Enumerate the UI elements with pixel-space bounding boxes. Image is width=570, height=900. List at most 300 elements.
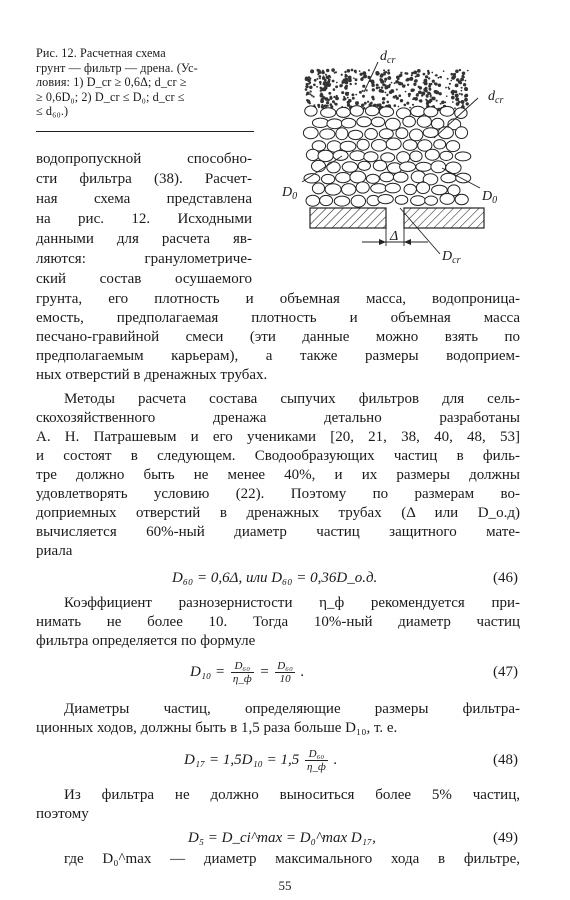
gravel-pebble bbox=[411, 106, 425, 116]
soil-particle bbox=[384, 84, 386, 86]
gravel-pebble bbox=[403, 116, 416, 127]
gravel-pebble bbox=[365, 129, 378, 140]
soil-particle bbox=[404, 85, 406, 87]
soil-particle bbox=[407, 84, 409, 86]
soil-particle bbox=[437, 77, 439, 79]
text-line: сти фильтра (38). Расчет- bbox=[36, 171, 252, 187]
gravel-pebble bbox=[351, 195, 365, 207]
soil-particle bbox=[382, 101, 385, 104]
soil-particle bbox=[400, 72, 402, 74]
text-line: водопропускной способно- bbox=[36, 151, 252, 167]
fraction-numerator: D₆₀ bbox=[277, 660, 293, 672]
soil-particle bbox=[382, 97, 386, 101]
soil-particle bbox=[428, 85, 431, 88]
soil-particle bbox=[351, 69, 354, 72]
soil-particle bbox=[323, 88, 326, 91]
text-line: тре должно быть не менее 40%, и их размеры должны bbox=[36, 467, 520, 483]
gravel-pebble bbox=[342, 162, 357, 172]
soil-particle bbox=[372, 88, 375, 91]
soil-particle bbox=[387, 69, 389, 71]
soil-particles bbox=[305, 68, 469, 111]
text-line: песчано-гравийной смеси (эти данные можно взять по bbox=[36, 329, 520, 345]
gravel-pebble bbox=[434, 140, 446, 149]
soil-particle bbox=[396, 88, 398, 90]
text-line: Диаметры частиц, определяющие размеры фильтра- bbox=[64, 701, 520, 717]
soil-particle bbox=[446, 95, 448, 97]
soil-particle bbox=[448, 86, 450, 88]
soil-particle bbox=[355, 78, 358, 81]
equation-number: (46) bbox=[493, 570, 518, 586]
soil-particle bbox=[430, 96, 432, 98]
gravel-pebble bbox=[357, 139, 369, 150]
equation-number: (47) bbox=[493, 664, 518, 680]
soil-particle bbox=[451, 96, 455, 100]
soil-particle bbox=[383, 73, 386, 76]
soil-particle bbox=[320, 99, 324, 103]
equation-number: (49) bbox=[493, 830, 518, 846]
soil-particle bbox=[355, 83, 357, 85]
gravel-pebble bbox=[337, 107, 351, 117]
soil-particle bbox=[455, 83, 459, 87]
soil-particle bbox=[428, 88, 431, 91]
soil-particle bbox=[411, 74, 413, 76]
caption-divider bbox=[36, 131, 254, 132]
soil-particle bbox=[381, 86, 384, 89]
gravel-pebble bbox=[349, 130, 363, 139]
text-line: емость, предполагаемая плотность и объемная масса bbox=[36, 310, 520, 326]
gravel-pebble bbox=[378, 195, 393, 204]
gravel-pebble bbox=[379, 129, 393, 139]
soil-particle bbox=[343, 97, 346, 100]
soil-particle bbox=[305, 86, 307, 88]
soil-particle bbox=[325, 74, 327, 76]
text-line: данными для расчета яв- bbox=[36, 231, 252, 247]
soil-particle bbox=[391, 82, 393, 84]
soil-particle bbox=[434, 90, 438, 94]
soil-particle bbox=[440, 76, 442, 78]
soil-particle bbox=[310, 69, 314, 73]
gravel-pebble bbox=[340, 141, 356, 151]
soil-particle bbox=[364, 72, 367, 75]
soil-particle bbox=[306, 92, 310, 96]
soil-particle bbox=[387, 101, 390, 104]
soil-particle bbox=[435, 83, 438, 86]
soil-particle bbox=[380, 104, 382, 106]
soil-particle bbox=[387, 76, 391, 80]
soil-particle bbox=[394, 82, 396, 84]
soil-particle bbox=[350, 83, 352, 85]
soil-particle bbox=[383, 69, 385, 71]
soil-particle bbox=[423, 73, 426, 76]
gravel-pebble bbox=[305, 106, 317, 116]
soil-particle bbox=[460, 78, 464, 82]
soil-particle bbox=[461, 93, 463, 95]
soil-particle bbox=[430, 100, 432, 102]
soil-particle bbox=[466, 102, 469, 105]
soil-particle bbox=[408, 93, 411, 96]
soil-particle bbox=[417, 70, 420, 73]
soil-particle bbox=[453, 77, 455, 79]
soil-particle bbox=[341, 82, 343, 84]
gravel-pebble bbox=[393, 172, 408, 182]
gravel-pebble bbox=[327, 162, 340, 173]
soil-particle bbox=[461, 75, 464, 78]
soil-particle bbox=[461, 90, 463, 92]
soil-particle bbox=[384, 81, 386, 83]
gravel-pebble bbox=[365, 106, 379, 116]
soil-particle bbox=[429, 93, 431, 95]
soil-particle bbox=[376, 87, 379, 90]
soil-particle bbox=[326, 101, 329, 104]
gravel-pebble bbox=[416, 182, 429, 193]
soil-particle bbox=[322, 96, 326, 100]
caption-line: ≤ d₆₀.) bbox=[36, 104, 69, 119]
soil-particle bbox=[375, 71, 379, 75]
gravel-pebble bbox=[380, 172, 394, 182]
equation-49: D₅ = D_ci^max = D₀^max D₁₇, bbox=[188, 830, 376, 846]
gravel-pebble bbox=[446, 162, 461, 174]
soil-particle bbox=[367, 101, 369, 103]
text-line: Коэффициент разнозернистости η_ф рекомендуется при- bbox=[64, 595, 520, 611]
soil-particle bbox=[423, 88, 427, 92]
soil-particle bbox=[412, 104, 414, 106]
soil-particle bbox=[329, 83, 331, 85]
soil-particle bbox=[464, 88, 466, 90]
soil-particle bbox=[365, 89, 367, 91]
equation-47 bbox=[190, 660, 304, 685]
soil-particle bbox=[421, 92, 425, 96]
soil-particle bbox=[423, 82, 425, 84]
text-line: риала bbox=[36, 543, 73, 559]
gravel-pebble bbox=[379, 107, 393, 117]
soil-particle bbox=[321, 71, 325, 75]
soil-particle bbox=[361, 104, 364, 107]
gravel-pebble bbox=[333, 150, 348, 160]
soil-particle bbox=[456, 96, 458, 98]
soil-particle bbox=[307, 79, 311, 83]
soil-particle bbox=[413, 71, 417, 75]
soil-particle bbox=[425, 75, 428, 78]
text-line: Из фильтра не должно выноситься более 5% частиц, bbox=[64, 787, 520, 803]
filter-gravel bbox=[303, 106, 470, 208]
soil-particle bbox=[313, 104, 315, 106]
soil-particle bbox=[335, 71, 337, 73]
fraction-numerator: D₆₀ bbox=[305, 748, 328, 761]
soil-particle bbox=[327, 99, 329, 101]
soil-particle bbox=[319, 81, 322, 84]
soil-particle bbox=[413, 83, 416, 86]
soil-particle bbox=[440, 103, 442, 105]
eq47-fraction-2 bbox=[275, 660, 295, 685]
soil-particle bbox=[335, 85, 338, 88]
gravel-pebble bbox=[321, 108, 336, 118]
soil-particle bbox=[318, 70, 322, 74]
gravel-pebble bbox=[431, 161, 446, 173]
soil-particle bbox=[449, 83, 451, 85]
text-line: предполагаемым карьерам), а также размеры водоприем- bbox=[36, 348, 520, 364]
soil-particle bbox=[462, 72, 466, 76]
soil-particle bbox=[380, 80, 384, 84]
gravel-pebble bbox=[403, 140, 417, 151]
gravel-pebble bbox=[303, 127, 318, 139]
soil-particle bbox=[387, 72, 390, 75]
gravel-pebble bbox=[358, 161, 370, 170]
label-delta: Δ bbox=[390, 229, 399, 244]
eq47-tail: . bbox=[300, 663, 305, 680]
text-line: где D₀^max — диаметр максимального хода в фильтре, bbox=[64, 851, 520, 867]
fraction-denominator: 10 bbox=[279, 673, 291, 685]
eq48-lhs: D₁₇ = 1,5D₁₀ = 1,5 bbox=[184, 751, 300, 768]
caption-line: ≥ 0,6D₀; 2) D_cr ≤ D₀; d_cr ≤ bbox=[36, 89, 185, 104]
soil-particle bbox=[427, 70, 429, 72]
gravel-pebble bbox=[371, 117, 384, 127]
soil-particle bbox=[441, 101, 445, 105]
gravel-pebble bbox=[440, 151, 453, 160]
soil-particle bbox=[316, 86, 318, 88]
gravel-pebble bbox=[350, 106, 363, 117]
soil-particle bbox=[347, 69, 351, 73]
soil-particle bbox=[348, 79, 352, 83]
soil-particle bbox=[404, 72, 406, 74]
soil-particle bbox=[461, 87, 463, 89]
gravel-pebble bbox=[312, 118, 328, 127]
soil-particle bbox=[438, 84, 441, 87]
soil-particle bbox=[332, 100, 335, 103]
text-line: А. Н. Патрашевым и его учениками [20, 21, 38, 40, 48, 53] bbox=[36, 429, 520, 445]
gravel-pebble bbox=[417, 116, 431, 127]
soil-particle bbox=[461, 100, 465, 104]
soil-particle bbox=[317, 78, 319, 80]
soil-particle bbox=[370, 102, 373, 105]
soil-particle bbox=[308, 83, 310, 85]
gravel-pebble bbox=[334, 196, 349, 206]
text-line: и состоят в следующем. Сводообразующих частиц в филь- bbox=[36, 448, 520, 464]
soil-particle bbox=[381, 90, 384, 93]
soil-particle bbox=[345, 86, 347, 88]
soil-particle bbox=[413, 97, 416, 100]
soil-particle bbox=[439, 92, 442, 95]
gravel-pebble bbox=[357, 117, 372, 127]
soil-particle bbox=[464, 95, 467, 98]
gravel-pebble bbox=[396, 128, 408, 139]
delta-arrow-right bbox=[404, 239, 411, 245]
soil-particle bbox=[322, 76, 325, 79]
soil-particle bbox=[419, 99, 422, 102]
gravel-pebble bbox=[425, 149, 439, 160]
soil-particle bbox=[389, 91, 393, 95]
soil-particle bbox=[359, 91, 362, 94]
soil-particle bbox=[464, 98, 468, 102]
text-line: ных отверстий в дренажных трубах. bbox=[36, 367, 268, 383]
soil-particle bbox=[379, 78, 381, 80]
soil-particle bbox=[406, 78, 409, 81]
drain-wall-left bbox=[310, 208, 386, 228]
soil-particle bbox=[418, 91, 421, 94]
gravel-pebble bbox=[320, 195, 333, 205]
soil-particle bbox=[447, 78, 449, 80]
gravel-pebble bbox=[404, 184, 416, 194]
text-line: Методы расчета состава сыпучих фильтров для сель- bbox=[64, 391, 520, 407]
gravel-pebble bbox=[336, 128, 348, 140]
soil-particle bbox=[393, 104, 396, 107]
soil-particle bbox=[431, 72, 433, 74]
soil-particle bbox=[344, 81, 348, 85]
soil-particle bbox=[362, 90, 364, 92]
text-line: доприемных отверстий в дренажных трубах (Δ или D_о.д) bbox=[36, 505, 520, 521]
fraction-numerator: D₆₀ bbox=[231, 660, 254, 673]
soil-particle bbox=[445, 87, 447, 89]
soil-particle bbox=[305, 88, 308, 91]
soil-particle bbox=[341, 91, 344, 94]
soil-particle bbox=[329, 76, 331, 78]
fraction-denominator: η_ф bbox=[232, 673, 252, 685]
soil-particle bbox=[355, 94, 357, 96]
soil-particle bbox=[428, 77, 430, 79]
soil-particle bbox=[362, 85, 365, 88]
soil-particle bbox=[313, 83, 316, 86]
soil-particle bbox=[416, 73, 420, 77]
fraction-denominator: η_ф bbox=[307, 761, 326, 773]
gravel-pebble bbox=[455, 194, 468, 204]
soil-particle bbox=[465, 80, 467, 82]
text-line: ляются: гранулометриче- bbox=[36, 251, 252, 267]
soil-particle bbox=[398, 106, 400, 108]
gravel-pebble bbox=[455, 127, 467, 139]
label-Dcr-bottom: $D_{cr}$ bbox=[442, 249, 461, 265]
eq47-lhs: D₁₀ = bbox=[190, 663, 226, 680]
page-number: 55 bbox=[278, 878, 292, 893]
gravel-pebble bbox=[400, 162, 416, 172]
soil-particle bbox=[463, 83, 466, 86]
gravel-pebble bbox=[446, 141, 459, 152]
gravel-pebble bbox=[306, 149, 319, 160]
soil-particle bbox=[310, 90, 312, 92]
soil-particle bbox=[467, 70, 469, 72]
soil-particle bbox=[444, 101, 446, 103]
soil-particle bbox=[400, 99, 403, 102]
soil-particle bbox=[427, 73, 429, 75]
caption-line: Рис. 12. Расчетная схема bbox=[36, 46, 166, 60]
equation-46: D₆₀ = 0,6Δ, или D₆₀ = 0,36D_о.д. bbox=[172, 570, 378, 586]
text-line: вычисляется 60%-ный диаметр частиц защитного мате- bbox=[36, 524, 520, 540]
soil-particle bbox=[336, 82, 338, 84]
soil-particle bbox=[396, 97, 399, 100]
soil-particle bbox=[355, 101, 359, 105]
soil-particle bbox=[456, 78, 459, 81]
soil-particle bbox=[414, 79, 418, 83]
equation-48 bbox=[184, 748, 337, 773]
soil-particle bbox=[326, 69, 329, 72]
gravel-pebble bbox=[366, 174, 379, 183]
soil-particle bbox=[313, 96, 315, 98]
gravel-pebble bbox=[312, 160, 326, 171]
soil-particle bbox=[376, 84, 379, 87]
soil-particle bbox=[393, 96, 396, 99]
text-line: удовлетворять условию (22). Поэтому по размерам во- bbox=[36, 486, 520, 502]
soil-particle bbox=[328, 92, 331, 95]
soil-particle bbox=[432, 80, 435, 83]
text-line: нимать не более 10. Тогда 10%-ный диаметр частиц bbox=[36, 614, 520, 630]
soil-particle bbox=[454, 90, 457, 93]
gravel-pebble bbox=[395, 195, 408, 204]
soil-particle bbox=[456, 102, 460, 106]
text-line: скохозяйственного дренажа детально разработаны bbox=[36, 410, 520, 426]
soil-particle bbox=[309, 102, 311, 104]
soil-particle bbox=[462, 103, 464, 105]
gravel-pebble bbox=[455, 152, 471, 161]
soil-particle bbox=[362, 95, 365, 98]
gravel-pebble bbox=[410, 129, 423, 141]
soil-particle bbox=[368, 69, 370, 71]
gravel-pebble bbox=[425, 196, 438, 205]
soil-particle bbox=[330, 96, 332, 98]
soil-particle bbox=[344, 71, 346, 73]
gravel-pebble bbox=[318, 150, 333, 161]
soil-particle bbox=[311, 95, 313, 97]
figure-caption bbox=[36, 46, 258, 119]
eq47-fraction-1 bbox=[231, 660, 254, 685]
label-D0-right: $D_0$ bbox=[482, 189, 498, 206]
soil-particle bbox=[398, 94, 401, 97]
soil-particle bbox=[432, 97, 436, 101]
soil-particle bbox=[459, 69, 461, 71]
soil-particle bbox=[443, 70, 445, 72]
soil-particle bbox=[329, 103, 332, 106]
soil-particle bbox=[341, 85, 343, 87]
text-line: грунта, его плотность и объемная масса, водопроница- bbox=[36, 291, 520, 307]
soil-particle bbox=[333, 88, 336, 91]
soil-particle bbox=[454, 107, 456, 109]
soil-particle bbox=[332, 80, 335, 83]
soil-particle bbox=[359, 70, 361, 72]
gravel-pebble bbox=[424, 107, 438, 117]
gravel-pebble bbox=[397, 152, 410, 163]
soil-particle bbox=[327, 105, 329, 107]
soil-particle bbox=[318, 106, 320, 108]
soil-particle bbox=[426, 95, 429, 98]
gravel-pebble bbox=[364, 152, 378, 162]
soil-particle bbox=[372, 98, 375, 101]
soil-particle bbox=[320, 83, 322, 85]
gravel-pebble bbox=[320, 129, 335, 139]
soil-particle bbox=[410, 88, 414, 92]
label-dcr-right: $d_{cr}$ bbox=[488, 89, 504, 106]
gravel-pebble bbox=[371, 184, 387, 193]
soil-particle bbox=[347, 97, 349, 99]
gravel-pebble bbox=[411, 196, 426, 206]
soil-particle bbox=[418, 86, 420, 88]
soil-particle bbox=[409, 77, 413, 81]
soil-particle bbox=[314, 79, 317, 82]
gravel-pebble bbox=[373, 160, 386, 171]
soil-particle bbox=[319, 77, 321, 79]
soil-particle bbox=[371, 84, 375, 88]
soil-particle bbox=[436, 100, 438, 102]
soil-particle bbox=[452, 101, 454, 103]
eq48-tail: . bbox=[333, 751, 338, 768]
soil-particle bbox=[347, 92, 349, 94]
soil-particle bbox=[425, 99, 427, 101]
soil-particle bbox=[406, 102, 409, 105]
delta-arrow-left bbox=[379, 239, 386, 245]
soil-particle bbox=[403, 104, 406, 107]
soil-particle bbox=[409, 107, 411, 109]
soil-particle bbox=[323, 82, 326, 85]
drain-wall-right bbox=[404, 208, 484, 228]
soil-particle bbox=[359, 73, 362, 76]
gravel-pebble bbox=[416, 162, 432, 171]
soil-particle bbox=[397, 81, 399, 83]
